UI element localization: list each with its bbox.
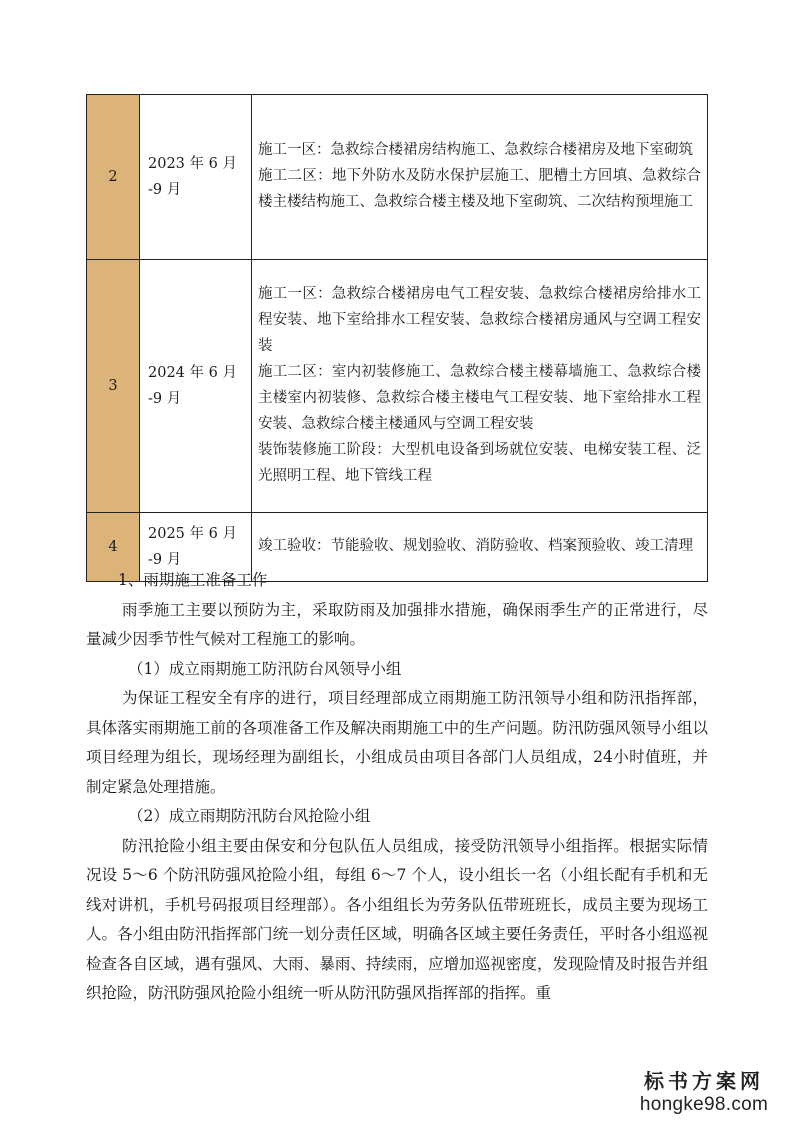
table-row [87,95,708,260]
section-heading-flood-leadership: （1）成立雨期施工防汛防台风领导小组 [128,659,402,678]
period-start: 2025 年 6 月 [148,526,237,542]
watermark-site-name: 标书方案网 [644,1071,764,1093]
task-line: 施工二区：地下外防水及防水保护层施工、肥槽土方回填、急救综合楼主楼结构施工、急救综合楼主楼及地下室砌筑、二次结构预埋施工 [258,168,701,210]
period-end: -9 月 [148,552,182,568]
task-line: 施工一区：急救综合楼裙房电气工程安装、急救综合楼裙房给排水工程安装、地下室给排水工程安装、急救综合楼裙房通风与空调工程安装 [258,286,701,354]
paragraph-rain-prep: 雨季施工主要以预防为主，采取防雨及加强排水措施，确保雨季生产的正常进行，尽量减少因季节性气候对工程施工的影响。 [86,600,708,648]
row-period [140,95,252,260]
period-end: -9 月 [148,391,182,407]
row-index: 2 [87,95,140,260]
period-end: -9 月 [148,182,182,198]
section-heading-rescue-team: （2）成立雨期防汛防台风抢险小组 [128,807,371,825]
row-tasks [252,95,708,260]
task-line: 施工二区：室内初装修施工、急救综合楼主楼幕墙施工、急救综合楼主楼室内初装修、急救综合楼主楼电气工程安装、地下室给排水工程安装、急救综合楼主楼通风与空调工程安装 [258,364,701,432]
task-line: 装饰装修施工阶段：大型机电设备到场就位安装、电梯安装工程、泛光照明工程、地下管线工程 [258,442,701,484]
task-line: 竣工验收：节能验收、规划验收、消防验收、档案预验收、竣工清理 [258,538,693,554]
task-line: 施工一区：急救综合楼裙房结构施工、急救综合楼裙房及地下室砌筑 [258,142,693,158]
section-heading-rain-prep: 1、雨期施工准备工作 [118,571,268,589]
row-period [140,260,252,513]
row-index: 3 [87,260,140,513]
paragraph-rescue-team: 防汛抢险小组主要由保安和分包队伍人员组成，接受防汛领导小组指挥。根据实际情况设 5～6 个防汛防强风抢险小组，每组 6～7 个人，设小组长一名（小组长配有手机和无线对讲机，手机号码报项目经理部）。各小组组长为劳务队伍带班班长，成员主要为现场工人。各小组由防汛指挥部门统一划分责任区域，明确各区域主要任务责任，平时各小组巡视检查各自区域，遇有强风、大雨、暴雨、持续雨，应增加巡视密度，发现险情及时报告并组织抢险，防汛防强风抢险小组统一听从防汛防强风指挥部的指挥。重 [86,836,708,1002]
period-start: 2023 年 6 月 [148,156,237,172]
row-tasks [252,260,708,513]
row-index: 4 [87,513,140,582]
schedule-table [86,94,708,582]
paragraph-flood-leadership: 为保证工程安全有序的进行，项目经理部成立雨期施工防汛领导小组和防汛指挥部，具体落实雨期施工前的各项准备工作及解决雨期施工中的生产问题。防汛防强风领导小组以项目经理为组长，现场经理为副组长，小组成员由项目各部门人员组成，24小时值班，并制定紧急处理措施。 [86,689,708,796]
period-start: 2024 年 6 月 [148,365,237,381]
watermark-url: hongke98.com [639,1094,769,1115]
watermark-logo [629,1065,779,1116]
document-body [86,566,708,1009]
table-row [87,260,708,513]
